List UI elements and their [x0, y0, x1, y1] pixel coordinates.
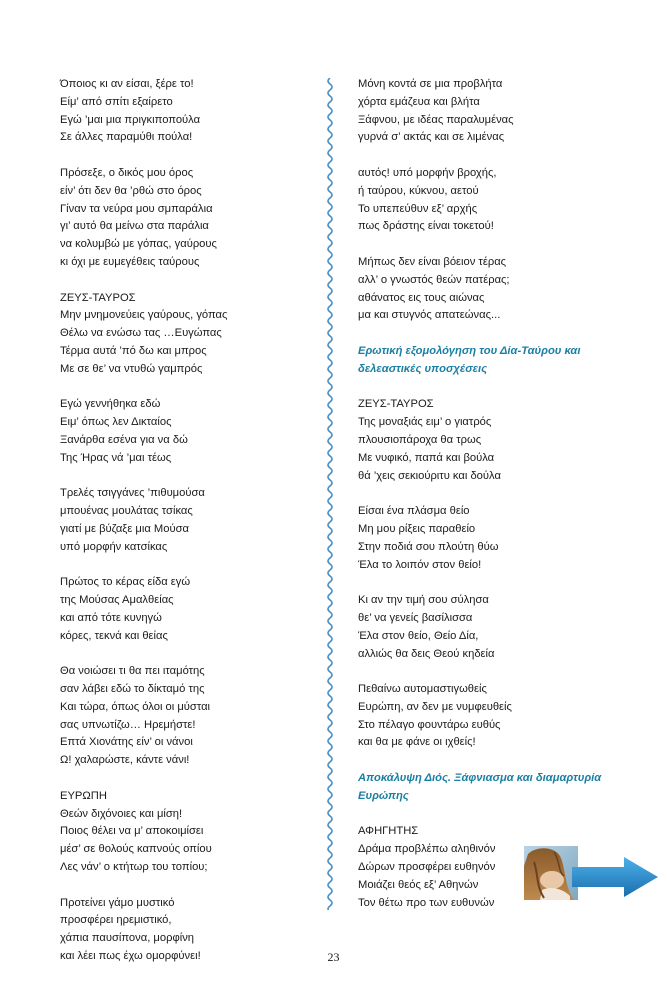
verse-line: θά ’χεις σεκιούριτυ και δούλα	[358, 469, 501, 482]
verse-line: ή ταύρου, κύκνου, αετού	[358, 184, 479, 197]
verse-line: Τον θέτω προ των ευθυνών	[358, 896, 495, 909]
verse-line: μπουένας μουλάτας τσίκας	[60, 505, 193, 518]
verse-line: χόρτα εμάζευα και βλήτα	[358, 95, 480, 108]
stanza	[60, 76, 310, 147]
verse-line: Ευρώπη, αν δεν με νυμφευθείς	[358, 700, 512, 713]
stanza	[60, 485, 310, 556]
verse-line: Το υπεπεύθυν εξ’ αρχής	[358, 202, 478, 215]
verse-line: Της μοναξιάς ειμ’ ο γιατρός	[358, 416, 492, 429]
verse-line: ΕΥΡΩΠΗ	[60, 789, 107, 802]
stanza	[358, 681, 613, 752]
verse-line: αυτός! υπό μορφήν βροχής,	[358, 166, 497, 179]
verse-line: σας υπνωτίζω… Ηρεμήστε!	[60, 718, 196, 731]
verse-line: Έλα στον θείο, Θείο Δία,	[358, 629, 479, 642]
verse-line: Θεών διχόνοιες και μίση!	[60, 807, 183, 820]
verse-line: Τρελές τσιγγάνες ’πιθυμούσα	[60, 487, 205, 500]
verse-line: Όποιος κι αν είσαι, ξέρε το!	[60, 78, 194, 90]
verse-line: κι όχι με ευμεγέθεις ταύρους	[60, 255, 200, 268]
verse-line: γι’ αυτό θα μείνω στα παράλια	[60, 220, 209, 233]
stanza	[60, 788, 310, 877]
verse-line: και από τότε κυνηγώ	[60, 611, 162, 624]
section-heading	[358, 770, 613, 806]
verse-line: Στην ποδιά σου πλούτη θύω	[358, 540, 499, 553]
verse-line: σαν λάβει εδώ το δίκταμό της	[60, 683, 205, 696]
verse-line: Μη μου ρίξεις παραθείο	[358, 522, 476, 535]
verse-line: Ευρώπης	[358, 789, 409, 802]
verse-line: και λέει πως έχω ομορφύνει!	[60, 950, 201, 963]
verse-line: Πρώτος το κέρας είδα εγώ	[60, 576, 191, 589]
verse-line: Ξάφνου, με ιδέας παραλυμένας	[358, 113, 514, 126]
stanza	[358, 592, 613, 663]
verse-line: Πρόσεξε, ο δικός μου όρος	[60, 166, 194, 179]
stanza	[358, 254, 613, 325]
verse-line: Θα νοιώσει τι θα πει ιταμότης	[60, 665, 205, 678]
verse-line: μα και στυγνός απατεώνας...	[358, 309, 501, 322]
verse-line: Στο πέλαγο φουντάρω ευθύς	[358, 718, 501, 731]
verse-line: Με νυφικό, παπά και βούλα	[358, 451, 495, 464]
right-column	[358, 76, 613, 930]
verse-line: Επτά Χιονάτης είν’ οι νάνοι	[60, 736, 193, 749]
arrow-right-icon[interactable]	[570, 855, 660, 899]
verse-line: Μην μνημονεύεις γαύρους, γόπας	[60, 309, 228, 322]
verse-line: πως δράστης είναι τοκετού!	[358, 220, 494, 233]
verse-line: αθάνατος εις τους αιώνας	[358, 291, 485, 304]
verse-line: Θέλω να ενώσω τας …Ευγώπας	[60, 327, 222, 340]
verse-line: γυρνά σ’ ακτάς και σε λιμένας	[358, 131, 505, 144]
page-number: 23	[327, 950, 340, 964]
stanza	[358, 503, 613, 574]
verse-line: κόρες, τεκνά και θείας	[60, 629, 168, 642]
stanza	[358, 396, 613, 485]
verse-line: και θα με φάνε οι ιχθείς!	[358, 736, 476, 749]
verse-line: Σε άλλες παραμύθι πούλα!	[60, 131, 193, 144]
verse-line: Εγώ ’μαι μια πριγκιποπούλα	[60, 113, 201, 126]
verse-line: υπό μορφήν κατσίκας	[60, 540, 168, 553]
verse-line: δελεαστικές υποσχέσεις	[358, 362, 488, 375]
verse-line: Και τώρα, όπως όλοι οι μύσται	[60, 700, 211, 713]
verse-line: Εγώ γεννήθηκα εδώ	[60, 398, 161, 411]
verse-line: ΖΕΥΣ-ΤΑΥΡΟΣ	[60, 291, 136, 304]
section-heading	[358, 343, 613, 379]
wavy-divider	[326, 78, 334, 910]
verse-line: Γίναν τα νεύρα μου σμπαράλια	[60, 202, 213, 215]
verse-line: Πεθαίνω αυτομαστιγωθείς	[358, 683, 487, 696]
verse-line: μέσ’ σε θολούς καπνούς οπίου	[60, 843, 212, 856]
verse-line: της Μούσας Αμαλθείας	[60, 594, 174, 607]
verse-line: Με σε θε’ να ντυθώ γαμπρός	[60, 362, 203, 375]
verse-line: γιατί με βύζαξε μια Μούσα	[60, 522, 189, 535]
stanza	[358, 76, 613, 147]
stanza	[358, 165, 613, 236]
stanza	[60, 663, 310, 770]
stanza	[60, 396, 310, 467]
verse-line: Λες νάν’ ο κτήτωρ του τοπίου;	[60, 861, 208, 874]
verse-line: να κολυμβώ με γόπας, γαύρους	[60, 238, 217, 251]
verse-line: Έλα το λοιπόν στον θείο!	[358, 558, 482, 571]
verse-line: Της Ήρας νά ’μαι τέως	[60, 451, 172, 464]
verse-line: Ξανάρθα εσένα για να δώ	[60, 433, 188, 446]
verse-line: θε’ να γενείς βασίλισσα	[358, 611, 473, 624]
verse-line: Δράμα προβλέπω αληθινόν	[358, 843, 496, 856]
verse-line: χάπια παυσίπονα, μορφίνη	[60, 932, 195, 945]
verse-line: ΖΕΥΣ-ΤΑΥΡΟΣ	[358, 398, 434, 411]
verse-line: Δώρων προσφέρει ευθηνόν	[358, 861, 496, 874]
verse-line: αλλ’ ο γνωστός θεών πατέρας;	[358, 273, 510, 286]
verse-line: προσφέρει ηρεμιστικό,	[60, 914, 172, 927]
verse-line: Τέρμα αυτά ’πό δω και μπρος	[60, 344, 207, 357]
stanza	[60, 165, 310, 272]
verse-line: Ειμ’ όπως λεν Δικταίος	[60, 416, 172, 429]
verse-line: Ω! χαλαρώστε, κάντε νάνι!	[60, 754, 190, 767]
verse-line: Μήπως δεν είναι βόειον τέρας	[358, 255, 507, 268]
verse-line: ΑΦΗΓΗΤΗΣ	[358, 825, 419, 838]
verse-line: Μοιάζει θεός εξ’ Αθηνών	[358, 878, 479, 891]
stanza	[60, 574, 310, 645]
left-column	[60, 76, 310, 984]
verse-line: Ερωτική εξομολόγηση του Δία-Ταύρου και	[358, 344, 581, 357]
verse-line: Ποιος θέλει να μ’ αποκοιμίσει	[60, 825, 204, 838]
verse-line: Είμ’ από σπίτι εξαίρετο	[60, 95, 173, 108]
verse-line: Μόνη κοντά σε μια προβλήτα	[358, 78, 503, 90]
verse-line: Αποκάλυψη Διός. Ξάφνιασμα και διαμαρτυρία	[358, 772, 602, 785]
verse-line: αλλιώς θα δεις Θεού κηδεία	[358, 647, 495, 660]
verse-line: είν’ ότι δεν θα ’ρθώ στο όρος	[60, 184, 202, 197]
stanza	[60, 290, 310, 379]
verse-line: Κι αν την τιμή σου σύλησα	[358, 594, 489, 607]
verse-line: Προτείνει γάμο μυστικό	[60, 896, 175, 909]
verse-line: πλουσιοπάροχα θα τρως	[358, 433, 482, 446]
verse-line: Είσαι ένα πλάσμα θείο	[358, 505, 470, 518]
